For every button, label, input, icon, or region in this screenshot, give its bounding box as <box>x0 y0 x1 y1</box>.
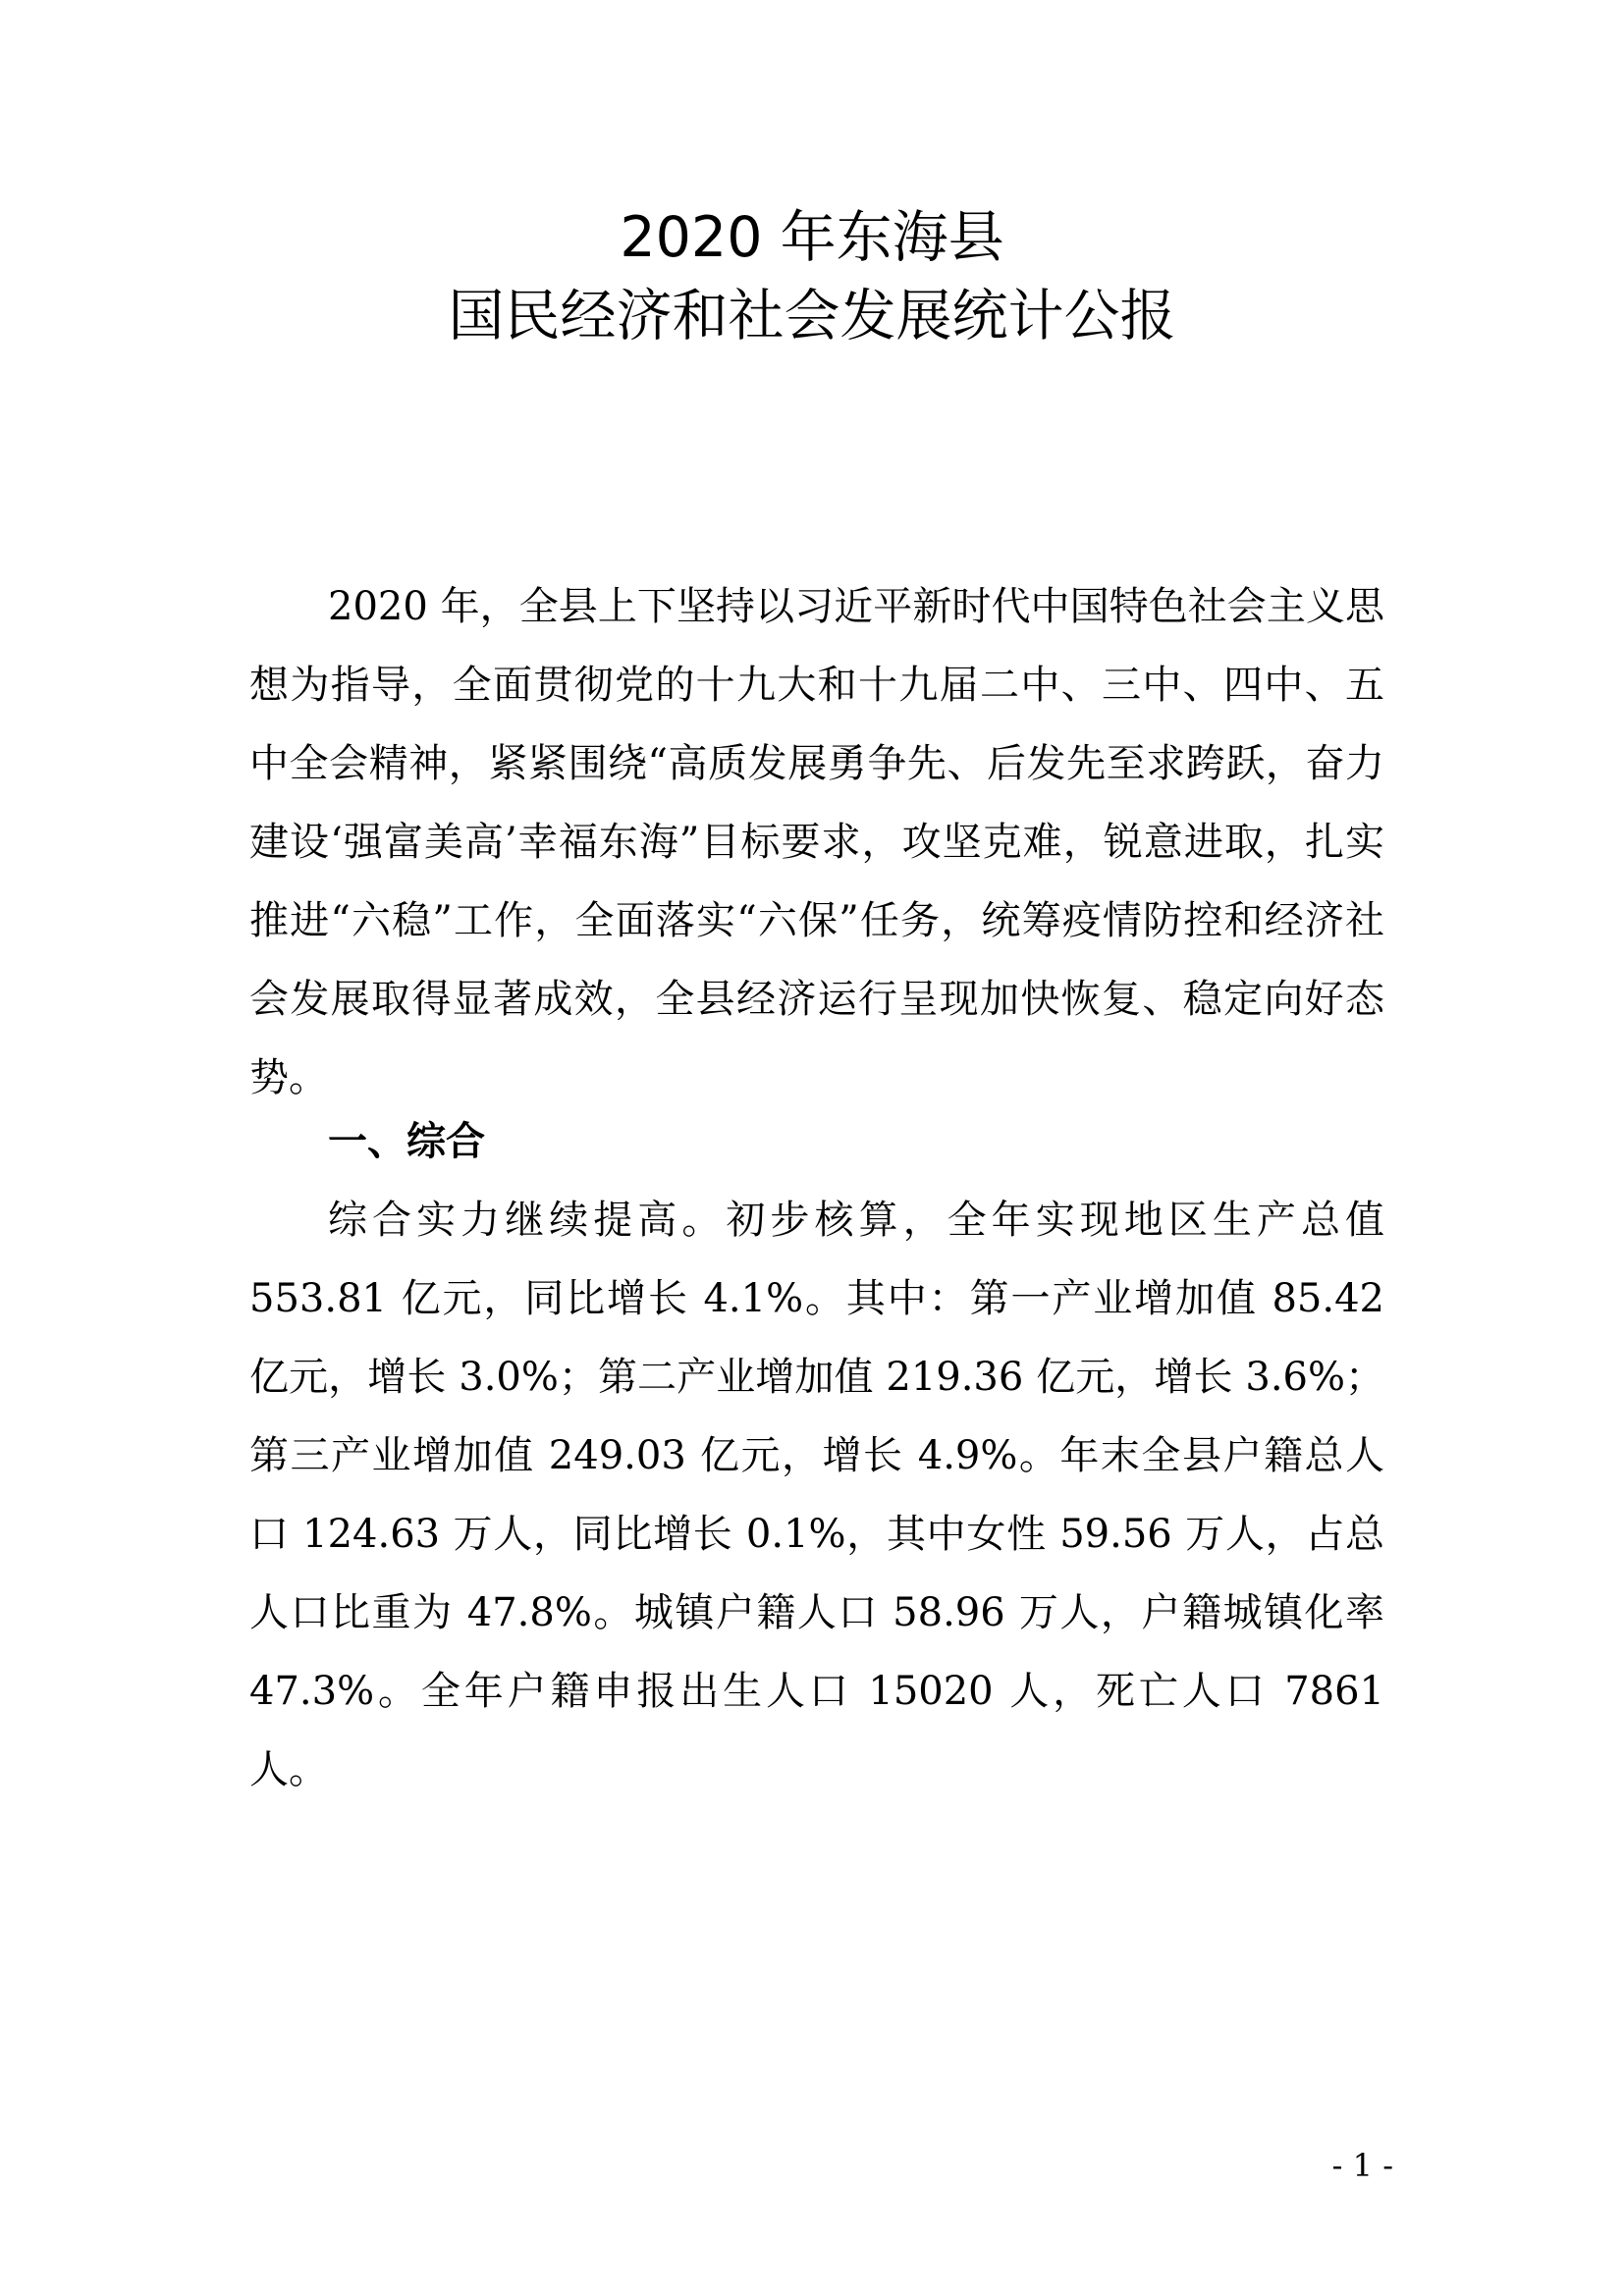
document-title-line-1: 2020 年东海县 <box>620 205 1004 270</box>
document-title-line-2: 国民经济和社会发展统计公报 <box>448 284 1176 348</box>
section-paragraph-overview: 综合实力继续提高。初步核算，全年实现地区生产总值 553.81 亿元，同比增长 4.1%。其中：第一产业增加值 85.42 亿元，增长 3.0%；第二产业增加值 219.36 亿元，增长 3.6%；第三产业增加值 249.03 亿元，增长 4.9%。年末全县户籍总人口 124.63 万人，同比增长 0.1%，其中女性 59.56 万人，占总人口比重为 47.8%。城镇户籍人口 58.96 万人，户籍城镇化率 47.3%。全年户籍申报出生人口 15020 人，死亡人口 7861 人。 <box>249 1198 1384 1792</box>
section-heading-overview: 一、综合 <box>328 1119 485 1164</box>
intro-paragraph: 2020 年，全县上下坚持以习近平新时代中国特色社会主义思想为指导，全面贯彻党的十九大和十九届二中、三中、四中、五中全会精神，紧紧围绕“高质发展勇争先、后发先至求跨跃，奋力建设‘强富美高’幸福东海”目标要求，攻坚克难，锐意进取，扎实推进“六稳”工作，全面落实“六保”任务，统筹疫情防控和经济社会发展取得显著成效，全县经济运行呈现加快恢复、稳定向好态势。 <box>249 584 1384 1100</box>
page-number: - 1 - <box>1331 2147 1393 2184</box>
